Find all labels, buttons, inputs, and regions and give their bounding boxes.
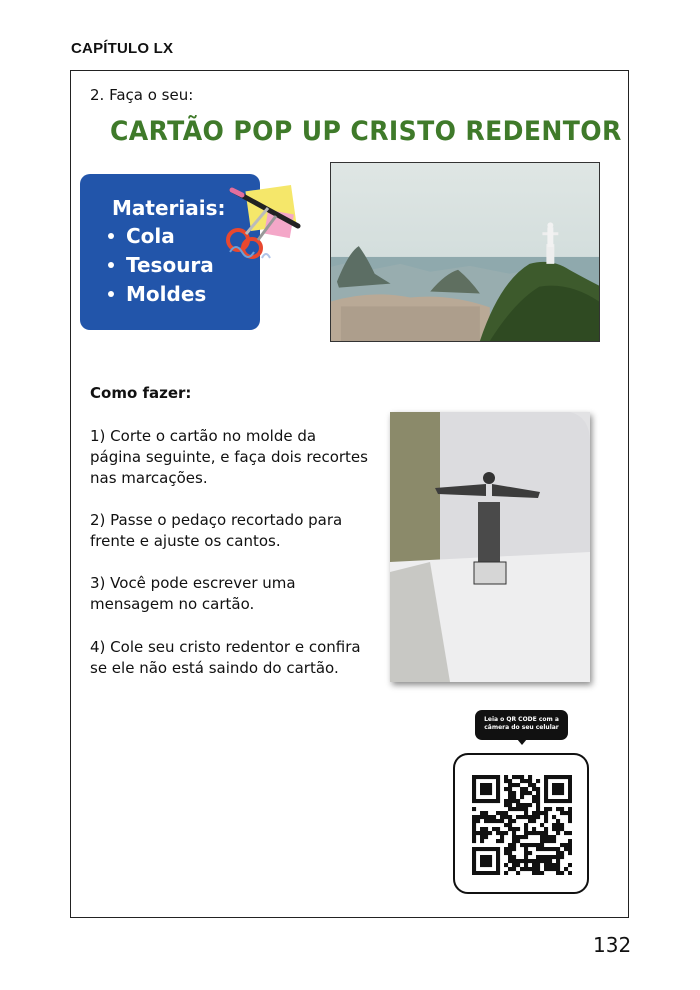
bullet-icon (108, 291, 114, 297)
instruction-step: 2) Passe o pedaço recortado para frente e ajuste os cantos. (90, 511, 343, 550)
qr-caption-bubble: Leia o QR CODE com a câmera do seu celular (475, 710, 568, 740)
qr-code[interactable] (472, 775, 572, 875)
materials-item-label: Cola (126, 224, 175, 248)
materials-item-label: Tesoura (126, 253, 214, 277)
instruction-step: 1) Corte o cartão no molde da página seguinte, e faça dois recortes nas marcações. (90, 427, 368, 487)
instructions-heading: Como fazer: (90, 384, 192, 402)
materials-item (108, 222, 214, 251)
qr-code-box (453, 753, 589, 894)
page-title: CARTÃO POP UP CRISTO REDENTOR (110, 116, 622, 147)
materials-heading: Materiais: (112, 196, 226, 220)
popup-card-photo (390, 412, 590, 682)
cristo-redentor-photo (330, 162, 600, 342)
bullet-icon (108, 233, 114, 239)
materials-list (108, 222, 214, 309)
materials-item-label: Moldes (126, 282, 207, 306)
chapter-header: CAPÍTULO LX (71, 40, 174, 57)
step-label: 2. Faça o seu: (90, 86, 194, 104)
page-number: 132 (593, 933, 632, 957)
instruction-step: 3) Você pode escrever uma mensagem no cartão. (90, 574, 296, 613)
materials-item (108, 251, 214, 280)
bullet-icon (108, 262, 114, 268)
craft-tools-icon (218, 182, 310, 268)
instruction-step: 4) Cole seu cristo redentor e confira se ele não está saindo do cartão. (90, 638, 361, 677)
materials-item (108, 280, 214, 309)
